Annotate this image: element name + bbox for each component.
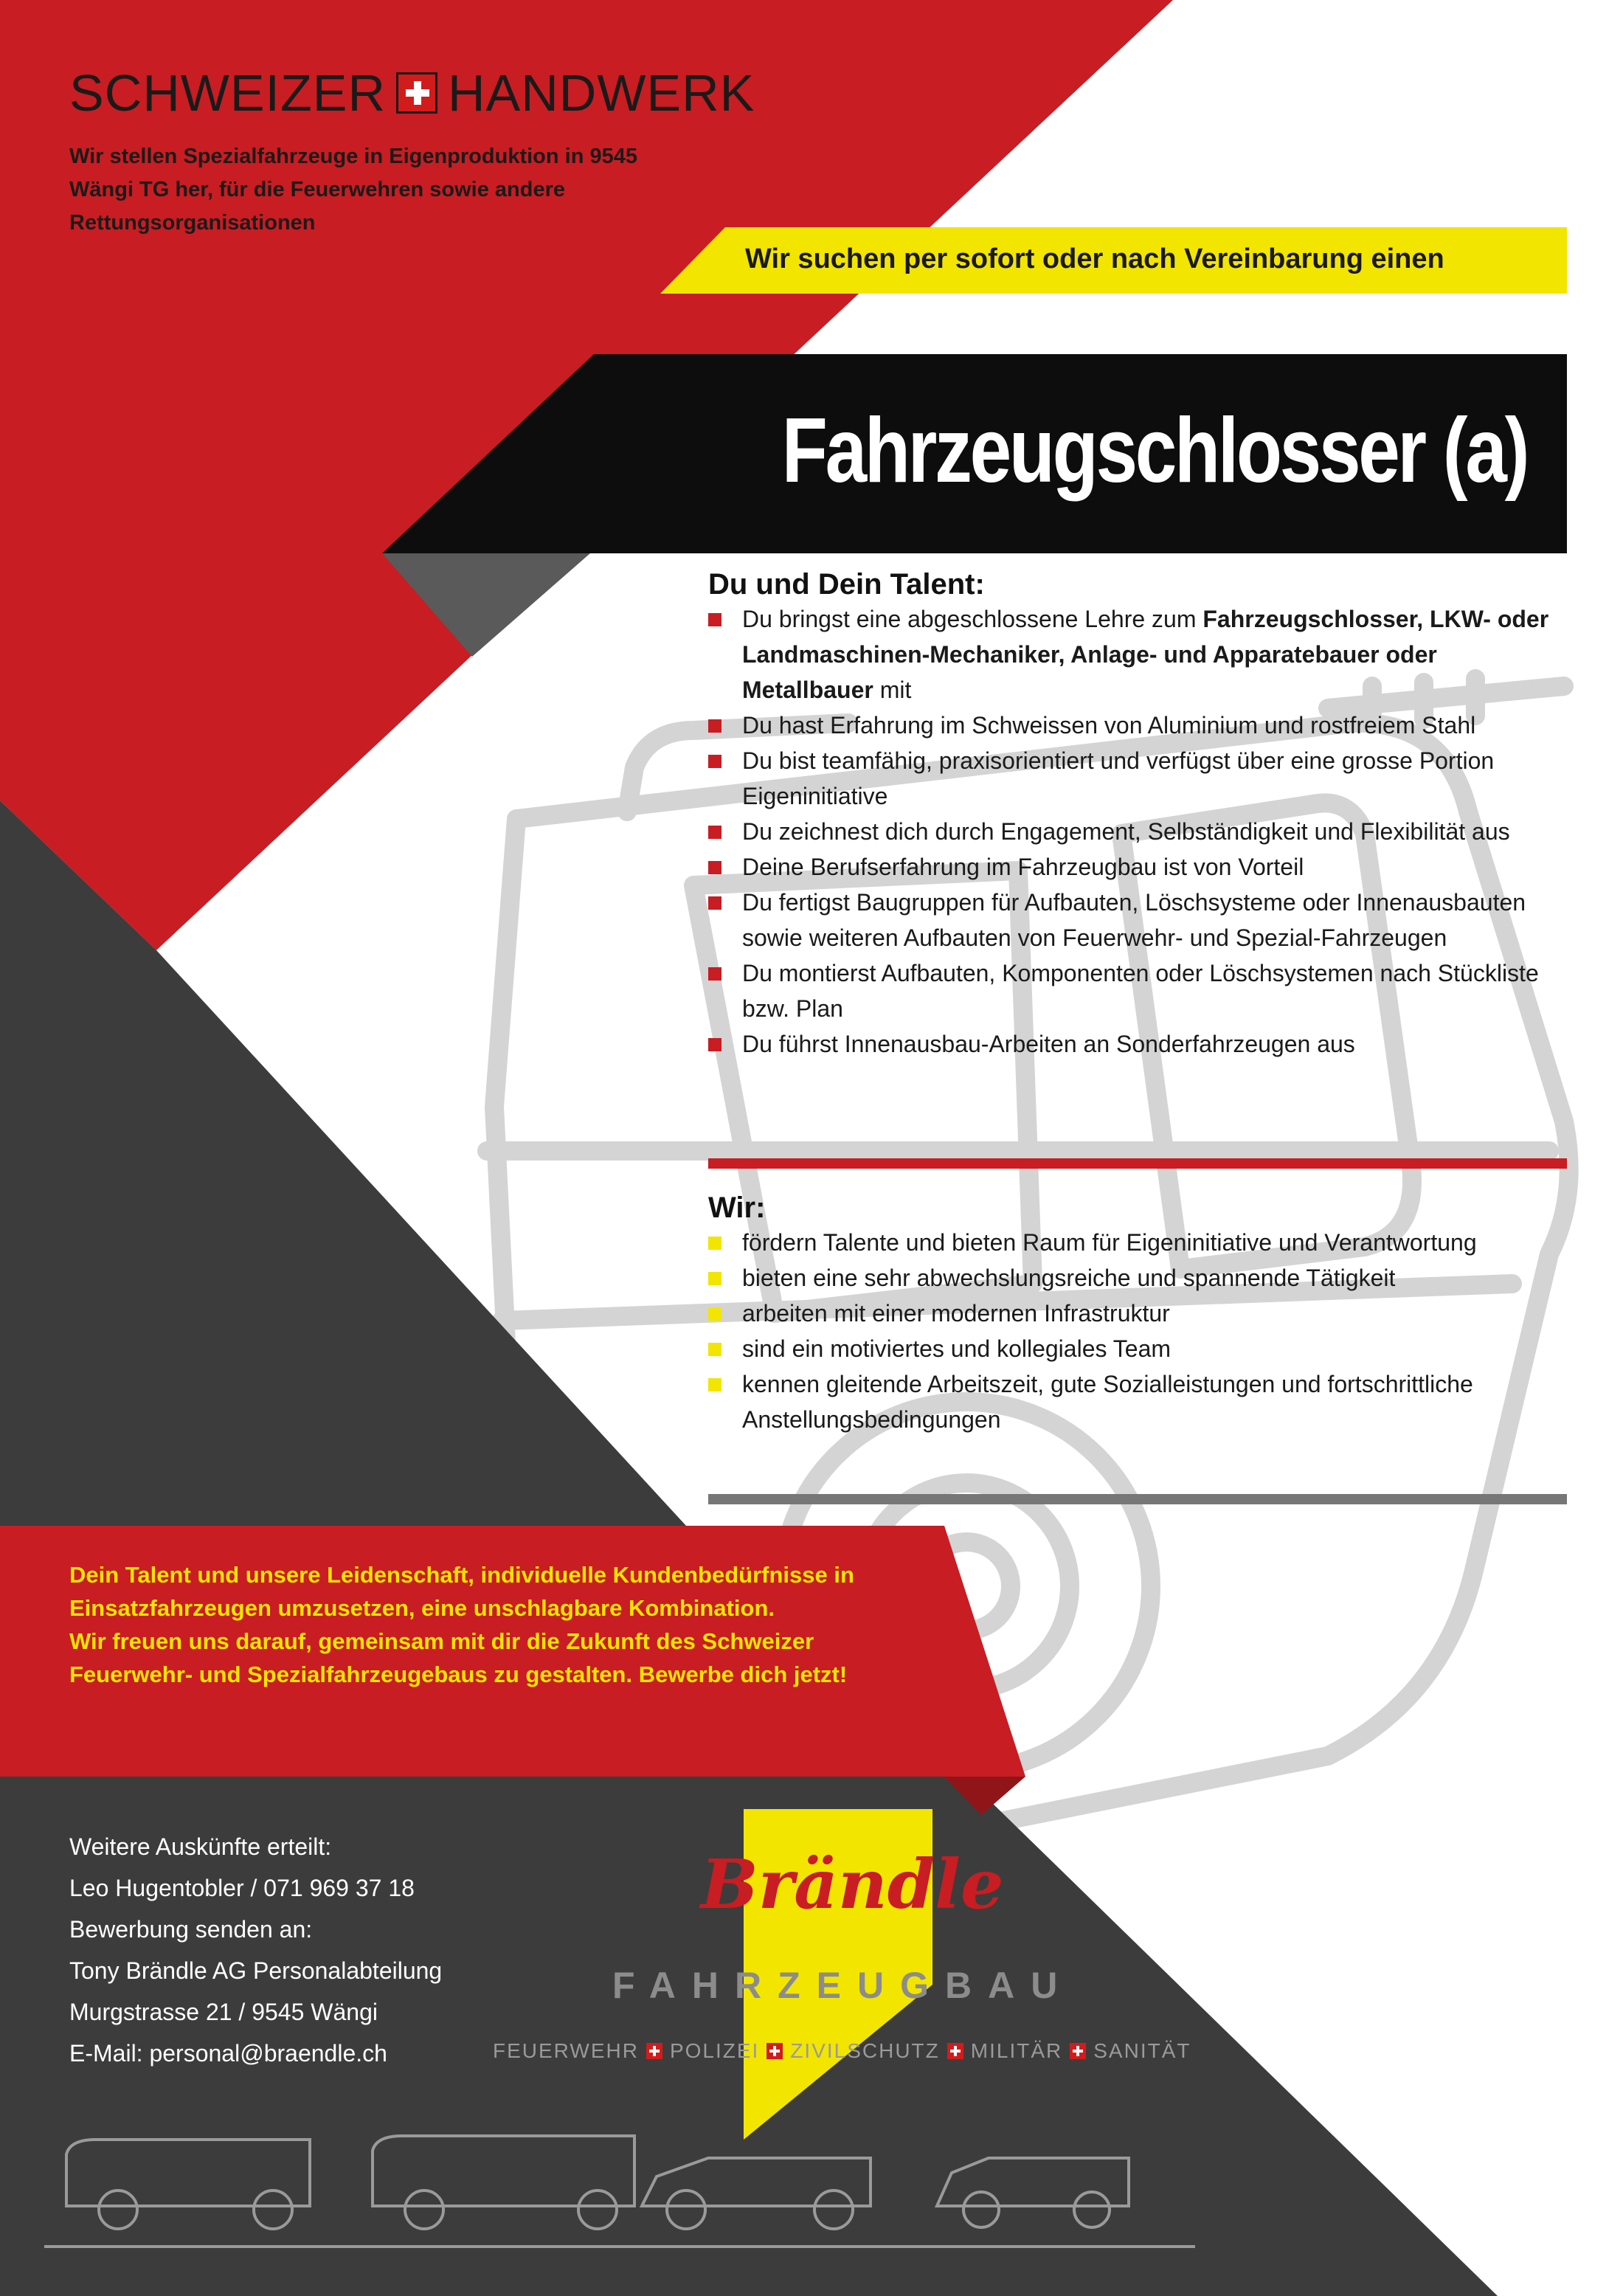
talent-item-text: Du montierst Aufbauten, Komponenten oder Löschsystemen nach Stückliste bzw. Plan xyxy=(742,960,1539,1022)
red-square-bullet-icon xyxy=(708,1038,721,1051)
red-square-bullet-icon xyxy=(708,826,721,839)
job-title: Fahrzeugschlosser (a) xyxy=(781,400,1527,502)
talent-item-text: Du bringst eine abgeschlossene Lehre zum xyxy=(742,606,1203,632)
yellow-square-bullet-icon xyxy=(708,1307,721,1321)
talent-item-bold: Fahrzeugschlosser, LKW- oder Landmaschinen-Mechaniker, Anlage- und Apparatebauer oder Metallbauer xyxy=(742,606,1549,703)
wir-heading: Wir: xyxy=(708,1192,766,1224)
swiss-cross-icon xyxy=(766,2043,783,2059)
swiss-cross-icon xyxy=(947,2043,963,2059)
talent-item-text: Du hast Erfahrung im Schweissen von Aluminium und rostfreiem Stahl xyxy=(742,712,1476,739)
wir-item xyxy=(708,1366,1564,1437)
talent-item-text: Du zeichnest dich durch Engagement, Selbständigkeit und Flexibilität aus xyxy=(742,818,1510,845)
talent-item xyxy=(708,1026,1564,1062)
red-square-bullet-icon xyxy=(708,896,721,910)
red-square-bullet-icon xyxy=(708,613,721,626)
company-address: Murgstrasse 21 / 9545 Wängi xyxy=(69,1999,378,2025)
braendle-logo-script: Brändle xyxy=(701,1844,1004,1924)
category-label: ZIVILSCHUTZ xyxy=(790,2039,940,2062)
service-categories xyxy=(493,2039,1191,2063)
call-to-action xyxy=(69,1558,940,1691)
yellow-square-bullet-icon xyxy=(708,1272,721,1285)
wir-item-text: arbeiten mit einer modernen Infrastruktur xyxy=(742,1300,1170,1327)
category-label: SANITÄT xyxy=(1093,2039,1191,2062)
category-label: POLIZEI xyxy=(669,2039,760,2062)
swiss-cross-icon xyxy=(646,2043,662,2059)
talent-item-text: Du fertigst Baugruppen für Aufbauten, Löschsysteme oder Innenausbauten sowie weiteren Aufbauten von Feuerwehr- und Spezial-Fahrzeugen xyxy=(742,889,1526,951)
red-square-bullet-icon xyxy=(708,755,721,768)
yellow-square-bullet-icon xyxy=(708,1378,721,1391)
brand-right-text: HANDWERK xyxy=(448,64,755,122)
talent-item xyxy=(708,708,1564,743)
category-label: FEUERWEHR xyxy=(493,2039,639,2062)
red-square-bullet-icon xyxy=(708,861,721,874)
swiss-cross-icon xyxy=(396,72,437,114)
talent-item xyxy=(708,601,1564,708)
talent-item-text: Du führst Innenausbau-Arbeiten an Sonderfahrzeugen aus xyxy=(742,1031,1355,1057)
fahrzeugbau-wordmark: FAHRZEUGBAU xyxy=(612,1965,1074,2006)
contact-person: Leo Hugentobler / 071 969 37 18 xyxy=(69,1875,415,1901)
talent-section xyxy=(708,568,1564,1062)
red-square-bullet-icon xyxy=(708,719,721,733)
wir-item xyxy=(708,1260,1564,1296)
dark-left-shape xyxy=(0,801,686,1526)
red-separator xyxy=(708,1158,1567,1169)
talent-item xyxy=(708,743,1564,814)
talent-item-text: Du bist teamfähig, praxisorientiert und verfügst über eine grosse Portion Eigeninitiative xyxy=(742,747,1495,809)
contact-info-label: Weitere Auskünfte erteilt: xyxy=(69,1833,332,1860)
talent-item-text: mit xyxy=(873,677,912,703)
talent-item xyxy=(708,885,1564,955)
talent-item xyxy=(708,955,1564,1026)
wir-list xyxy=(708,1225,1564,1437)
wir-item-text: bieten eine sehr abwechslungsreiche und spannende Tätigkeit xyxy=(742,1265,1396,1291)
talent-item xyxy=(708,849,1564,885)
yellow-square-bullet-icon xyxy=(708,1237,721,1250)
company-intro: Wir stellen Spezialfahrzeuge in Eigenproduktion in 9545 Wängi TG her, für die Feuerwehren sowie andere Rettungsorganisationen xyxy=(69,145,638,235)
contact-block xyxy=(69,1826,442,2074)
search-banner-text: Wir suchen per sofort oder nach Vereinbarung einen xyxy=(745,243,1444,274)
wir-item xyxy=(708,1331,1564,1366)
wir-section xyxy=(708,1192,1564,1437)
talent-heading: Du und Dein Talent: xyxy=(708,568,985,601)
talent-item-text: Deine Berufserfahrung im Fahrzeugbau ist von Vorteil xyxy=(742,854,1304,880)
wir-item xyxy=(708,1296,1564,1331)
contact-email[interactable]: E-Mail: personal@braendle.ch xyxy=(69,2040,387,2067)
wir-item-text: kennen gleitende Arbeitszeit, gute Sozialleistungen und fortschrittliche Anstellungsbedingungen xyxy=(742,1371,1473,1433)
red-square-bullet-icon xyxy=(708,967,721,981)
gray-separator xyxy=(708,1494,1567,1504)
talent-list xyxy=(708,601,1564,1062)
category-label: MILITÄR xyxy=(970,2039,1063,2062)
company-department: Tony Brändle AG Personalabteilung xyxy=(69,1957,443,1984)
talent-item xyxy=(708,814,1564,849)
wir-item xyxy=(708,1225,1564,1260)
brand-schweizer-handwerk xyxy=(69,63,755,122)
swiss-cross-icon xyxy=(1070,2043,1086,2059)
wir-item-text: sind ein motiviertes und kollegiales Team xyxy=(742,1335,1172,1362)
brand-left-text: SCHWEIZER xyxy=(69,64,386,122)
yellow-square-bullet-icon xyxy=(708,1343,721,1356)
wir-item-text: fördern Talente und bieten Raum für Eigeninitiative und Verantwortung xyxy=(742,1229,1477,1256)
cta-line-2: Wir freuen uns darauf, gemeinsam mit dir die Zukunft des Schweizer Feuerwehr- und Spezialfahrzeugebaus zu gestalten. Bewerbe dich jetzt! xyxy=(69,1628,848,1687)
application-label: Bewerbung senden an: xyxy=(69,1916,313,1943)
cta-line-1: Dein Talent und unsere Leidenschaft, individuelle Kundenbedürfnisse in Einsatzfahrzeugen umzusetzen, eine unschlagbare Kombination. xyxy=(69,1562,854,1621)
